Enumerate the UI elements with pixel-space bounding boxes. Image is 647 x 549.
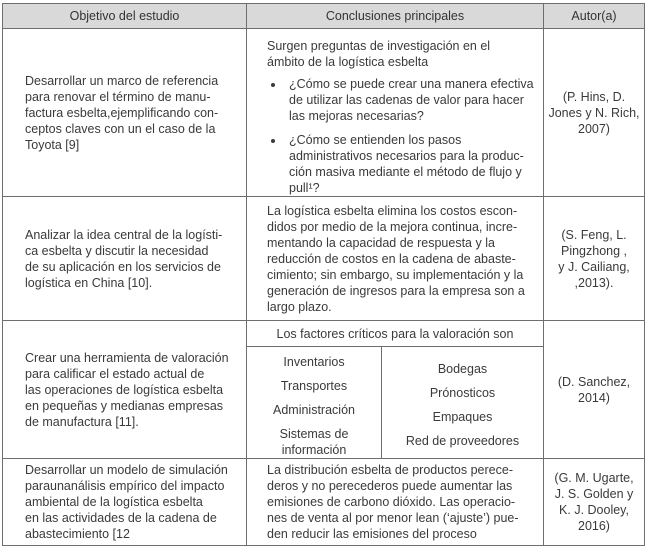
row-2-objective [3, 197, 246, 320]
author-text: (D. Sanchez, 2014) [557, 374, 631, 405]
list-item: • ¿Cómo se entienden los pasos administrativos necesarios para la produc- ción masiva mediante el método de flujo y pull¹? [285, 132, 535, 196]
header-conclusions: Conclusiones principales [325, 9, 465, 23]
list-item: • ¿Cómo se puede crear una manera efectiva de utilizar las cadenas de valor para hacer las mejoras necesarias? [285, 76, 535, 124]
factor-item: Bodegas [437, 362, 488, 376]
author-text: (G. M. Ugarte, J. S. Golden y K. J. Dooley, 2016) [554, 471, 634, 533]
objective-text: Desarrollar un modelo de simulación paraunanálisis empírico del impacto ambiental de la logística esbelta en las actividades de la cadena de abastecimiento [12 [25, 463, 228, 541]
row-1-author [544, 29, 644, 196]
conclusion-intro: Surgen preguntas de investigación en el ámbito de la logística esbelta [267, 39, 491, 69]
author-text: (P. Hins, D. Jones y N. Rich, 2007) [548, 89, 640, 136]
row-3-conclusion-header [247, 321, 543, 346]
factors-title: Los factores críticos para la valoración son [276, 326, 514, 341]
factor-item: Prónosticos [429, 386, 496, 400]
factor-item: Transportes [280, 379, 348, 393]
row-2-author [544, 197, 644, 320]
conclusion-text: La distribución esbelta de productos perece- deros y no perecederos puede aumentar las emisiones de carbono dióxido. Las operacio- nes de venta al por menor lean (‘ajuste’) pue- den reducir las emisiones del proceso [267, 463, 519, 541]
objective-text: Desarrollar un marco de referencia para renovar el término de manu- factura esbelta,ejemplificando con- ceptos claves con un el caso de la Toyota [9] [25, 73, 219, 152]
research-questions-list [267, 76, 535, 196]
row-1-conclusion [247, 29, 543, 196]
factors-right-column [382, 347, 543, 458]
conclusion-text: La logística esbelta elimina los costos escon- didos por medio de la mejora continua, incre- mentando la capacidad de respuesta y la reducción de costos en la cadena de abaste- cimiento; sin embargo, su implementación y la generación de ingresos para la empresa son a largo plazo. [267, 203, 525, 314]
author-text: (S. Feng, L. Pingzhong , y J. Cailiang, ,2013). [558, 227, 630, 290]
objective-text: Analizar la idea central de la logísti- ca esbelta y discutir la necesidad de su aplicación en los servicios de logística en China [10]. [25, 227, 223, 290]
factor-item: Sistemas de información [279, 427, 349, 457]
factors-left-column [247, 347, 381, 458]
factor-item: Inventarios [283, 355, 345, 369]
row-4-conclusion [247, 459, 543, 545]
objective-text: Crear una herramienta de valoración para calificar el estado actual de las operaciones de logística esbelta en pequeñas y medianas empresas de manufactura [11]. [25, 350, 229, 429]
row-4-author [544, 459, 644, 545]
factor-item: Red de proveedores [405, 434, 520, 448]
header-objective: Objetivo del estudio [69, 9, 180, 23]
row-3-objective [3, 321, 246, 458]
row-1-objective [3, 29, 246, 196]
header-author: Autor(a) [571, 9, 617, 23]
factor-item: Administración [273, 403, 355, 417]
row-3-author [544, 321, 644, 458]
factor-item: Empaques [432, 410, 493, 424]
row-2-conclusion [247, 197, 543, 320]
row-4-objective [3, 459, 246, 545]
studies-table [2, 3, 645, 546]
